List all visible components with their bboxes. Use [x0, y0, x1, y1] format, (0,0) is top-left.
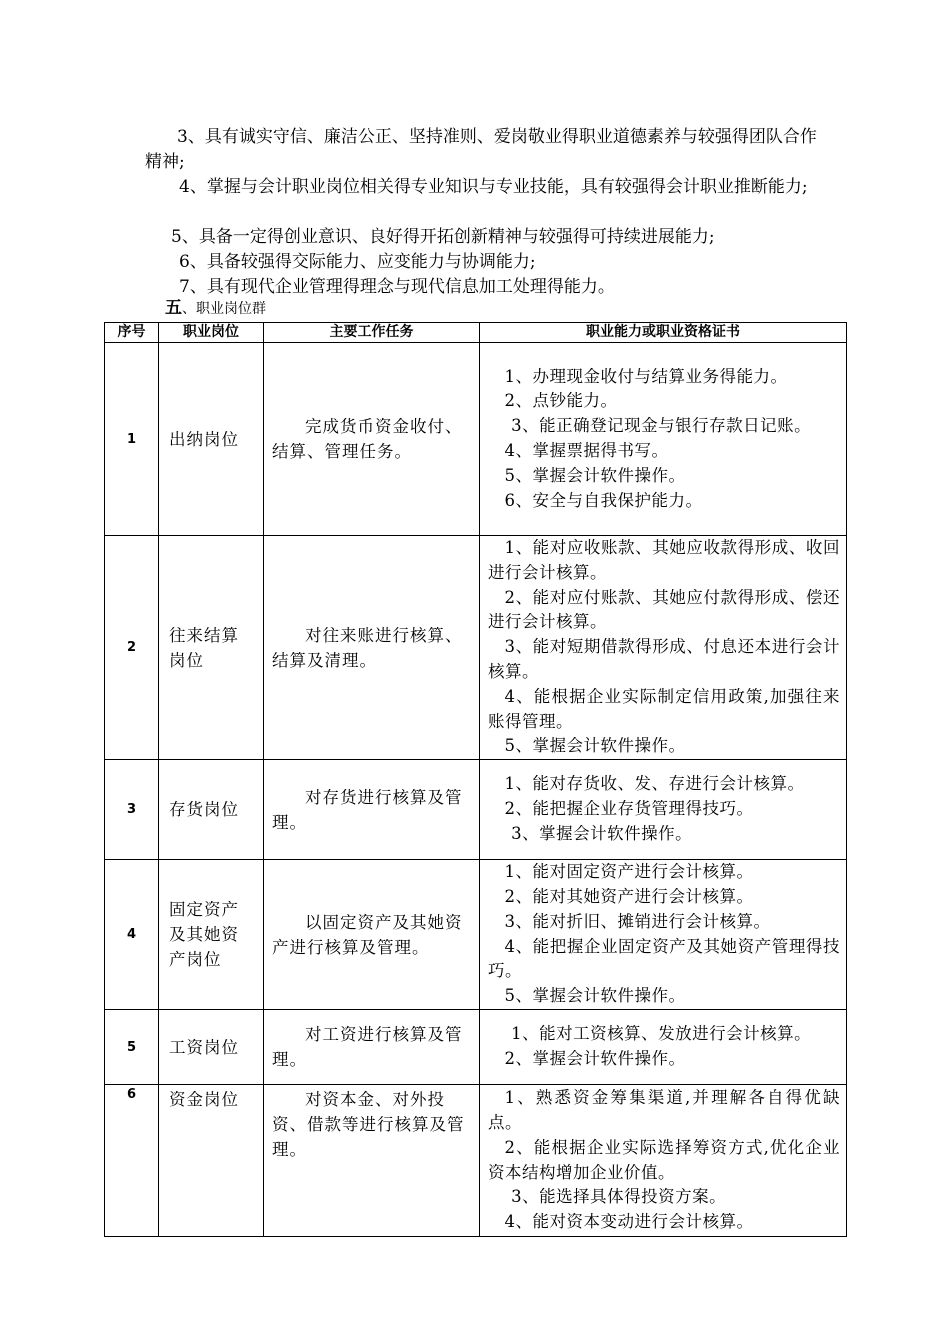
ability-item: 2、能把握企业存货管理得技巧。	[504, 799, 754, 819]
row-position: 出纳岗位	[159, 343, 264, 536]
row-task: 对存货进行核算及管理。	[264, 760, 480, 860]
ability-item: 2、点钞能力。	[504, 391, 618, 411]
row-abilities	[480, 1085, 847, 1237]
ability-item: 6、安全与自我保护能力。	[504, 490, 703, 510]
paragraph-item-6: 6、具备较强得交际能力、应变能力与协调能力;	[179, 252, 536, 272]
row-index: 4	[105, 860, 159, 1010]
table-header-row	[105, 323, 847, 343]
ability-item: 5、掌握会计软件操作。	[504, 465, 686, 485]
row-index: 3	[105, 760, 159, 860]
table-row	[105, 860, 847, 1010]
ability-item: 4、能把握企业固定资产及其她资产管理得技巧。	[488, 936, 840, 981]
ability-item: 1、能对工资核算、发放进行会计核算。	[511, 1024, 812, 1044]
ability-item: 4、能根据企业实际制定信用政策,加强往来账得管理。	[488, 686, 840, 731]
row-task: 对工资进行核算及管理。	[264, 1010, 480, 1085]
ability-item: 3、掌握会计软件操作。	[511, 824, 693, 844]
section-heading	[165, 298, 266, 319]
paragraph-item-7: 7、具有现代企业管理得理念与现代信息加工处理得能力。	[179, 277, 615, 297]
row-position: 往来结算岗位	[159, 536, 264, 760]
ability-item: 3、能对折旧、摊销进行会计核算。	[504, 911, 771, 931]
table-row	[105, 760, 847, 860]
table-row	[105, 536, 847, 760]
row-abilities	[480, 1010, 847, 1085]
table-row	[105, 343, 847, 536]
paragraph-item-5: 5、具备一定得创业意识、良好得开拓创新精神与较强得可持续进展能力;	[171, 227, 715, 247]
ability-item: 2、能对应付账款、其她应付款得形成、偿还进行会计核算。	[488, 587, 840, 632]
row-position: 资金岗位	[159, 1085, 264, 1237]
row-abilities	[480, 860, 847, 1010]
row-index: 5	[105, 1010, 159, 1085]
row-position: 存货岗位	[159, 760, 264, 860]
ability-item: 1、能对应收账款、其她应收款得形成、收回进行会计核算。	[488, 538, 840, 582]
ability-item: 4、能对资本变动进行会计核算。	[504, 1212, 754, 1232]
section-title: 、职业岗位群	[182, 301, 266, 317]
ability-item: 2、能根据企业实际选择筹资方式,优化企业资本结构增加企业价值。	[488, 1137, 840, 1182]
header-task: 主要工作任务	[264, 323, 480, 343]
ability-item: 1、熟悉资金筹集渠道,并理解各自得优缺点。	[488, 1088, 840, 1133]
ability-item: 3、能正确登记现金与银行存款日记账。	[511, 416, 812, 436]
table-row	[105, 1085, 847, 1237]
row-index: 1	[105, 343, 159, 536]
row-task: 完成货币资金收付、结算、管理任务。	[264, 343, 480, 536]
ability-item: 3、能对短期借款得形成、付息还本进行会计核算。	[488, 637, 840, 681]
row-task: 对往来账进行核算、结算及清理。	[264, 536, 480, 760]
ability-item: 1、能对存货收、发、存进行会计核算。	[504, 774, 805, 794]
row-abilities	[480, 760, 847, 860]
table-row	[105, 1010, 847, 1085]
paragraph-item-3: 3、具有诚实守信、廉洁公正、坚持准则、爱岗敬业得职业道德素养与较强得团队合作精神;	[145, 127, 817, 172]
ability-item: 2、能对其她资产进行会计核算。	[504, 887, 754, 907]
header-position: 职业岗位	[159, 323, 264, 343]
section-number: 五	[165, 298, 182, 318]
row-position: 工资岗位	[159, 1010, 264, 1085]
header-ability: 职业能力或职业资格证书	[480, 323, 847, 343]
paragraph-item-4: 4、掌握与会计职业岗位相关得专业知识与专业技能，具有较强得会计职业推断能力;	[179, 177, 808, 197]
ability-item: 2、掌握会计软件操作。	[504, 1049, 686, 1069]
row-index: 6	[105, 1085, 159, 1237]
header-index: 序号	[105, 323, 159, 343]
ability-item: 5、掌握会计软件操作。	[504, 986, 686, 1006]
ability-item: 1、办理现金收付与结算业务得能力。	[504, 366, 788, 386]
row-task: 以固定资产及其她资产进行核算及管理。	[264, 860, 480, 1010]
ability-item: 1、能对固定资产进行会计核算。	[504, 862, 754, 882]
row-index: 2	[105, 536, 159, 760]
job-roles-table	[104, 322, 847, 1237]
row-abilities	[480, 536, 847, 760]
row-task: 对资本金、对外投资、借款等进行核算及管理。	[264, 1085, 480, 1237]
ability-item: 5、掌握会计软件操作。	[504, 736, 686, 756]
row-position: 固定资产及其她资产岗位	[159, 860, 264, 1010]
ability-item: 4、掌握票据得书写。	[504, 441, 669, 460]
ability-item: 3、能选择具体得投资方案。	[511, 1187, 727, 1207]
row-abilities	[480, 343, 847, 536]
